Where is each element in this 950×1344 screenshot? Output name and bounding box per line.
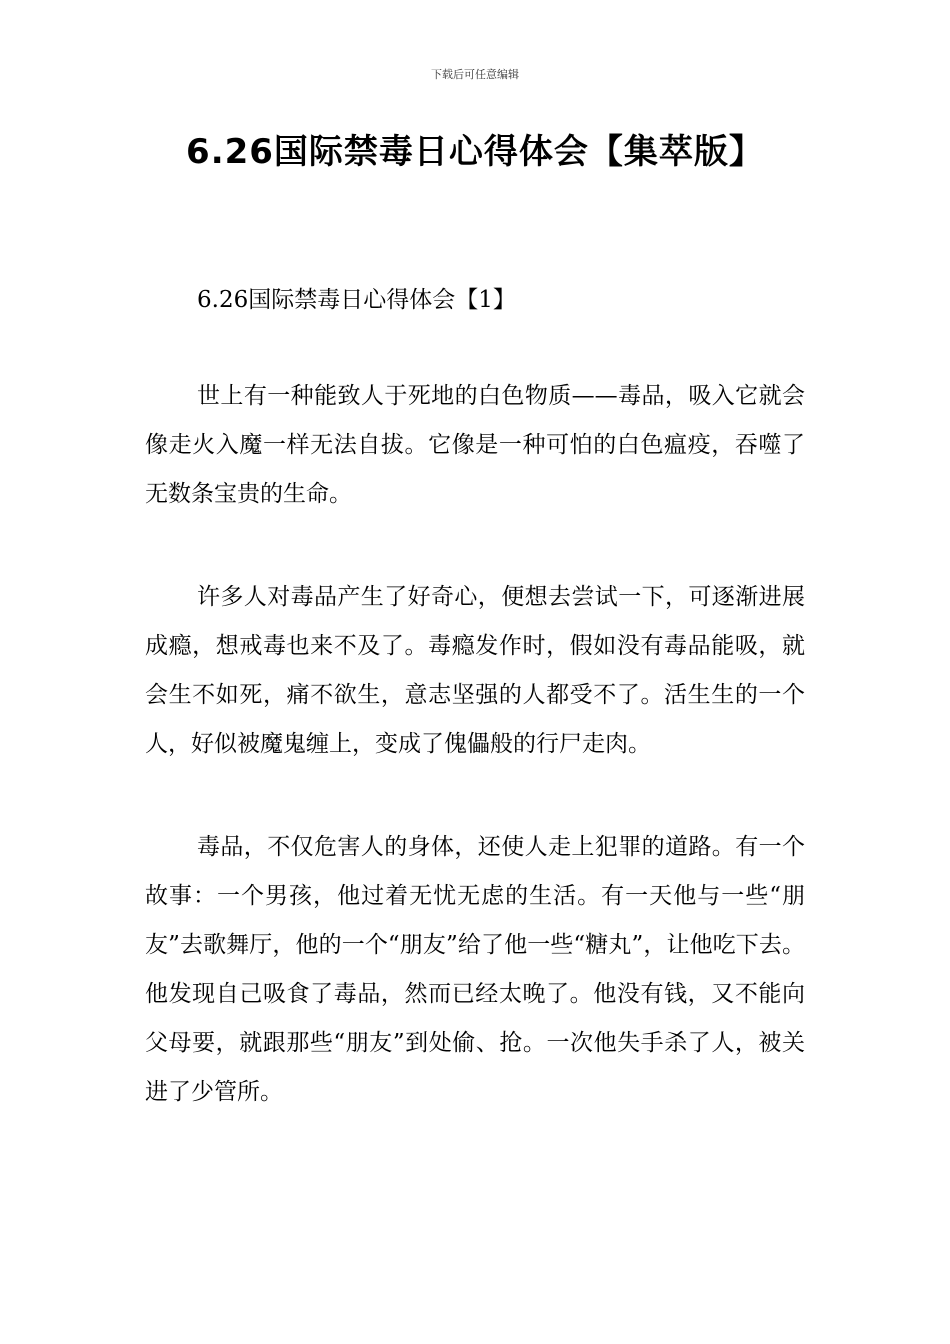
header-note: 下载后可任意编辑 bbox=[431, 68, 519, 81]
paragraph-2: 许多人对毒品产生了好奇心，便想去尝试一下，可逐渐进展成瘾，想戒毒也来不及了。毒瘾发作时，假如没有毒品能吸，就会生不如死，痛不欲生，意志坚强的人都受不了。活生生的一个人，好似被魔鬼缠上，变成了傀儡般的行尸走肉。 bbox=[145, 584, 805, 757]
section-heading: 6.26国际禁毒日心得体会【1】 bbox=[197, 287, 516, 313]
paragraph-3: 毒品，不仅危害人的身体，还使人走上犯罪的道路。有一个故事：一个男孩，他过着无忧无虑的生活。有一天他与一些“朋友”去歌舞厅，他的一个“朋友”给了他一些“糖丸”，让他吃下去。他发现自己吸食了毒品，然而已经太晚了。他没有钱，又不能向父母要，就跟那些“朋友”到处偷、抢。一次他失手杀了人，被关进了少管所。 bbox=[145, 834, 805, 1105]
paragraph-1: 世上有一种能致人于死地的白色物质——毒品，吸入它就会像走火入魔一样无法自拔。它像是一种可怕的白色瘟疫，吞噬了无数条宝贵的生命。 bbox=[145, 383, 805, 507]
document-body bbox=[145, 282, 805, 1171]
document-title: 6.26国际禁毒日心得体会【集萃版】 bbox=[186, 132, 764, 172]
